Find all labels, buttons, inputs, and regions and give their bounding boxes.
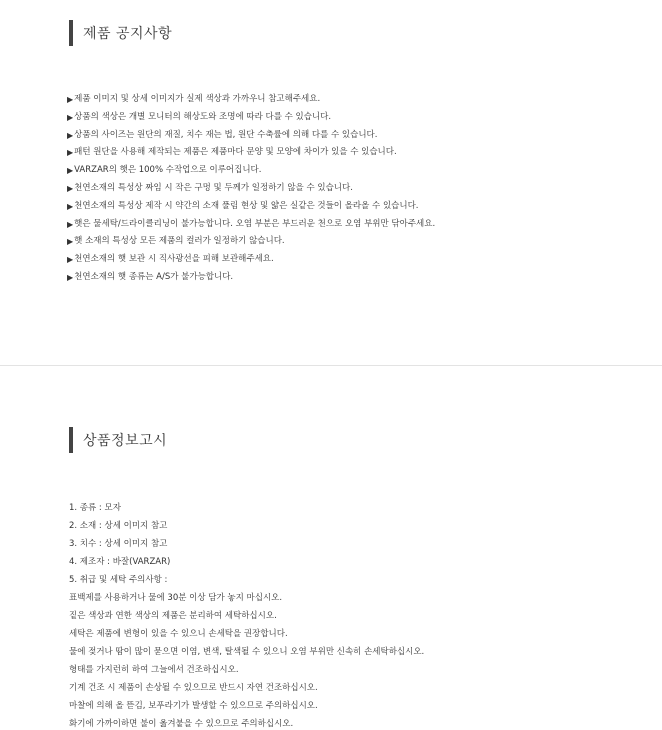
bullet-arrow-icon: ▶	[67, 148, 74, 158]
info-line: 1. 종류 : 모자	[69, 503, 121, 513]
bullet-arrow-icon: ▶	[67, 255, 74, 265]
title-accent-bar	[69, 427, 73, 453]
info-line: 기계 건조 시 제품이 손상될 수 있으므로 반드시 자연 건조하십시오.	[69, 683, 318, 693]
product-info-title: 상품정보고시	[83, 433, 168, 449]
info-line: 짙은 색상과 연한 색상의 제품은 분리하여 세탁하십시오.	[69, 611, 277, 621]
title-accent-bar	[69, 20, 73, 46]
notice-item: ▶ 햇은 물세탁/드라이클리닝이 불가능합니다. 오염 부분은 부드러운 천으로 오염 부위만 닦아주세요.	[67, 216, 435, 234]
notice-item: ▶ 천연소재의 햇 보관 시 직사광선을 피해 보관해주세요.	[67, 251, 435, 269]
notice-item: ▶ 상품의 사이즈는 원단의 재질, 치수 재는 법, 원단 수축률에 의해 다를 수 있습니다.	[67, 127, 435, 145]
notice-item: ▶ 햇 소재의 특성상 모든 제품의 컬러가 일정하기 않습니다.	[67, 233, 435, 251]
notice-title: 제품 공지사항	[83, 26, 173, 42]
notice-item: ▶ 천연소재의 햇 종류는 A/S가 불가능합니다.	[67, 269, 435, 287]
bullet-arrow-icon: ▶	[67, 112, 74, 122]
info-line: 마찰에 의해 올 뜯김, 보푸라기가 발생할 수 있으므로 주의하십시오.	[69, 701, 318, 711]
info-line: 물에 젖거나 땀이 많이 묻으면 이염, 변색, 탈색될 수 있으니 오염 부위만 신속히 손세탁하십시오.	[69, 647, 425, 657]
notice-item: ▶ 제품 이미지 및 상세 이미지가 실제 색상과 가까우니 참고해주세요.	[67, 91, 435, 109]
bullet-arrow-icon: ▶	[67, 219, 74, 229]
product-info-list	[69, 499, 424, 730]
info-line: 형태를 가지런히 하여 그늘에서 건조하십시오.	[69, 665, 239, 675]
bullet-arrow-icon: ▶	[67, 95, 74, 104]
info-line: 2. 소재 : 상세 이미지 참고	[69, 521, 168, 531]
notice-item: ▶ 상품의 색상은 개별 모니터의 해상도와 조명에 따라 다를 수 있습니다.	[67, 109, 435, 127]
info-line: 5. 취급 및 세탁 주의사항 :	[69, 575, 168, 585]
notice-list	[67, 91, 435, 287]
bullet-arrow-icon: ▶	[67, 183, 74, 193]
notice-section-header	[69, 20, 172, 46]
info-line: 3. 치수 : 상세 이미지 참고	[69, 539, 168, 549]
notice-item: ▶ 천연소재의 특성상 짜임 시 작은 구멍 및 두께가 일정하기 않을 수 있습니다.	[67, 180, 435, 198]
notice-item: ▶ VARZAR의 햇은 100% 수작업으로 이루어집니다.	[67, 162, 435, 180]
info-line: 4. 제조자 : 바잘(VARZAR)	[69, 557, 171, 567]
bullet-arrow-icon: ▶	[67, 272, 74, 282]
info-line: 표백제를 사용하거나 물에 30분 이상 담가 놓지 마십시오.	[69, 593, 283, 603]
product-info-section-header	[69, 427, 167, 453]
bullet-arrow-icon: ▶	[67, 130, 74, 140]
info-line: 세탁은 제품에 변형이 있을 수 있으니 손세탁을 권장합니다.	[69, 629, 288, 639]
section-divider	[0, 365, 662, 366]
bullet-arrow-icon: ▶	[67, 237, 74, 247]
notice-item: ▶ 패턴 원단을 사용해 제작되는 제품은 제품마다 문양 및 모양에 차이가 있을 수 있습니다.	[67, 144, 435, 162]
bullet-arrow-icon: ▶	[67, 166, 74, 176]
bullet-arrow-icon: ▶	[67, 201, 74, 211]
notice-item: ▶ 천연소재의 특성상 제작 시 약간의 소재 풀림 현상 및 얇은 실같은 것들이 올라올 수 있습니다.	[67, 198, 435, 216]
info-line: 화기에 가까이하면 불이 옮겨붙을 수 있으므로 주의하십시오.	[69, 719, 294, 729]
